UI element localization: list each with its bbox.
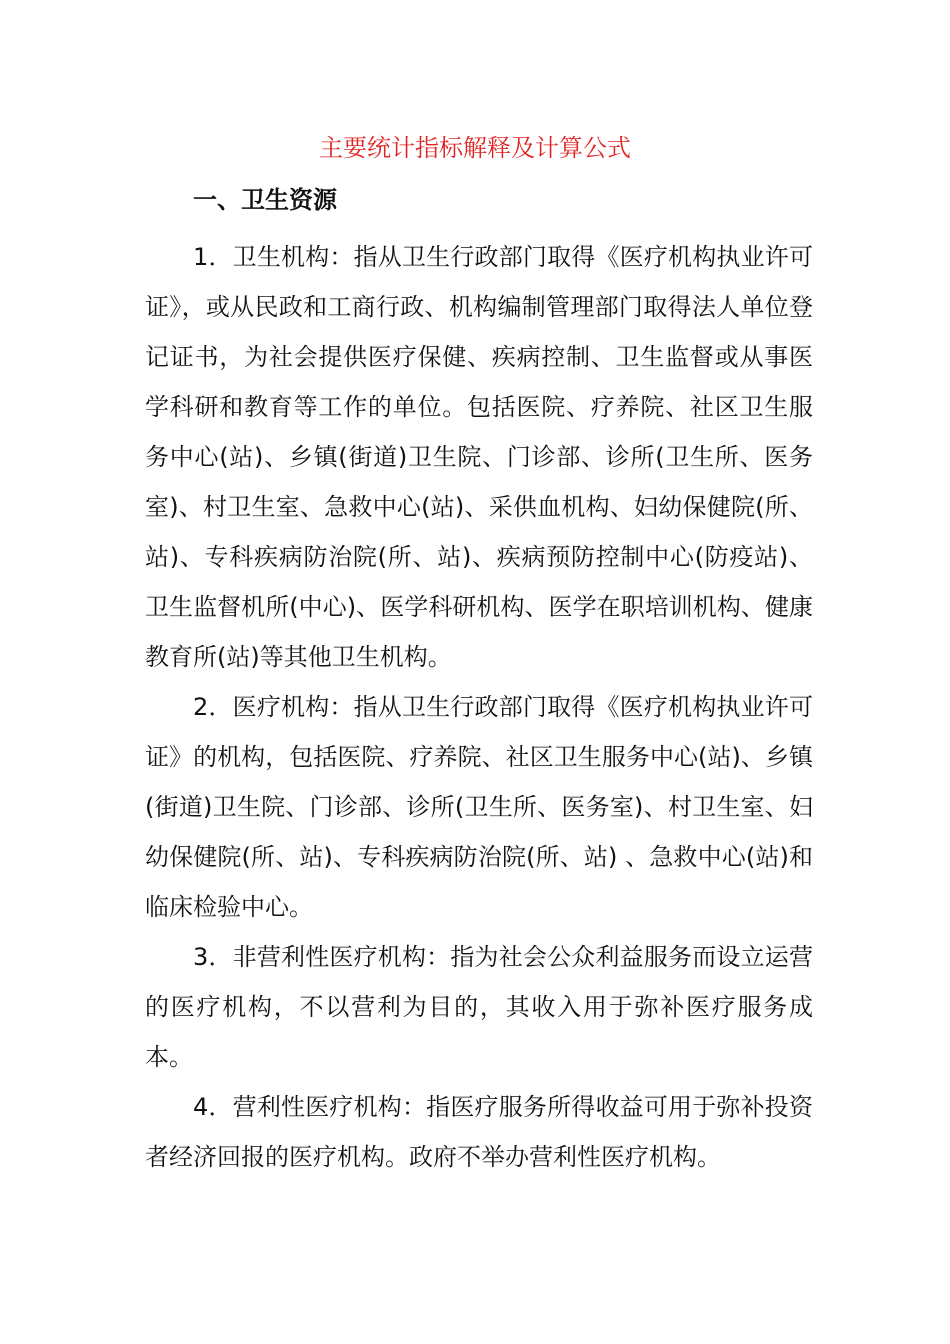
paragraph-medical-institutions: 2．医疗机构：指从卫生行政部门取得《医疗机构执业许可证》的机构，包括医院、疗养院、社区卫生服务中心(站)、乡镇(街道)卫生院、门诊部、诊所(卫生所、医务室)、村卫生室、妇幼保健院(所、站)、专科疾病防治院(所、站) 、急救中心(站)和临床检验中心。 xyxy=(145,693,813,921)
section-heading: 一、卫生资源 xyxy=(193,186,337,214)
paragraph-nonprofit-medical-institutions: 3．非营利性医疗机构：指为社会公众利益服务而设立运营的医疗机构，不以营利为目的，其收入用于弥补医疗服务成本。 xyxy=(145,943,813,1071)
document-title: 主要统计指标解释及计算公式 xyxy=(319,134,631,162)
paragraph-health-institutions: 1．卫生机构：指从卫生行政部门取得《医疗机构执业许可证》，或从民政和工商行政、机构编制管理部门取得法人单位登记证书，为社会提供医疗保健、疾病控制、卫生监督或从事医学科研和教育等工作的单位。包括医院、疗养院、社区卫生服务中心(站)、乡镇(街道)卫生院、门诊部、诊所(卫生所、医务室)、村卫生室、急救中心(站)、采供血机构、妇幼保健院(所、站)、专科疾病防治院(所、站)、疾病预防控制中心(防疫站)、卫生监督机所(中心)、医学科研机构、医学在职培训机构、健康教育所(站)等其他卫生机构。 xyxy=(145,243,813,671)
paragraph-forprofit-medical-institutions: 4．营利性医疗机构：指医疗服务所得收益可用于弥补投资者经济回报的医疗机构。政府不举办营利性医疗机构。 xyxy=(145,1093,813,1171)
document-body xyxy=(145,182,813,1182)
